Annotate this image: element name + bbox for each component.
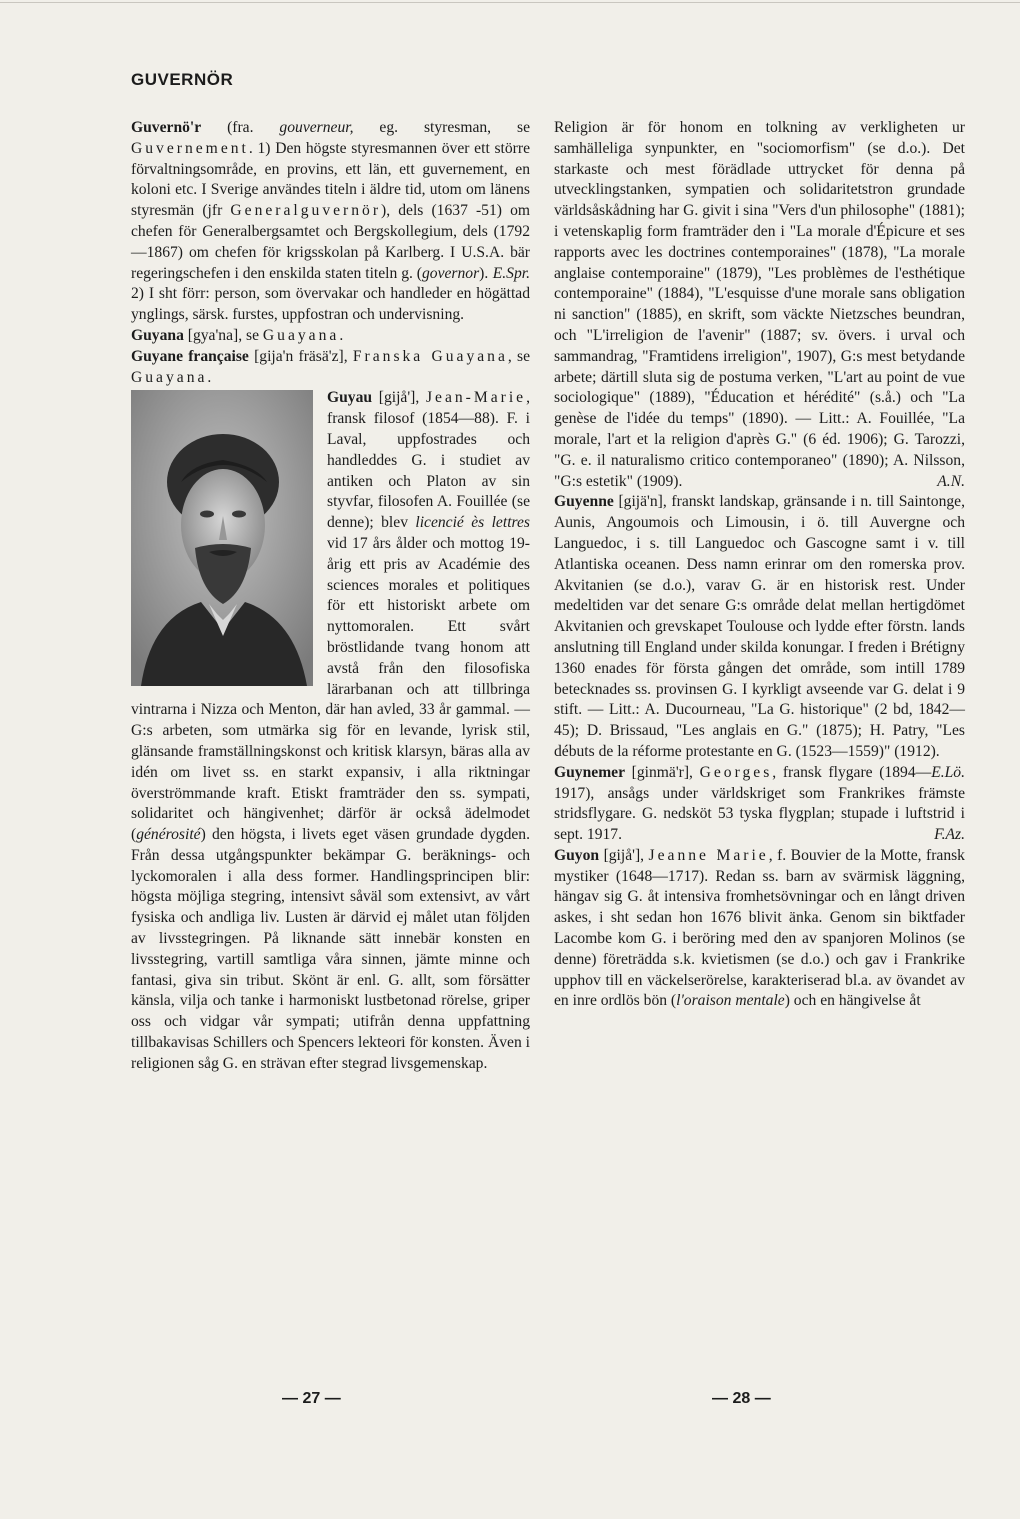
headword: Guyenne: [554, 493, 614, 511]
right-column: [554, 118, 965, 1012]
entry-guvernor: Guvernö'r (fra. gouverneur, eg. styresman, se Guvernement. 1) Den högste styresmannen över ett större förvaltningsområde, en provins, ett län, ett guvernement, en koloni etc. I Sverige användes titeln i äldre tid, utom om länens styresmän (jfr Generalguvernör), dels (1637 -51) om chefen för Generalbergsamtet och Bergskollegium, dels (1792—1867) om chefen för krigsskolan på Karlberg. I U.S.A. bär regeringschefen i den enskilda staten titeln g. (governor). E.Spr.: [131, 118, 530, 284]
author-signature: F.Az.: [934, 826, 965, 844]
entry-guyau: Guyau [gijå'], Jean-Marie, fransk filosof (1854—88). F. i Laval, uppfostrades och handleddes G. i studiet av antiken och Platon av sin styvfar, filosofen A. Fouillée (se denne); blev licencié ès lettres vid 17 års ålder och mottog 19-årig ett pris av Académie des sciences morales et politiques för ett historiskt arbete om nyttomoralen. Ett svårt bröstlidande tvang honom att avstå från den filosofiska lärarbanan och att tillbringa vintrarna i Nizza och Menton, där han avled, 33 år gammal. — G:s arbeten, som utmärka sig för en levande, lyrisk stil, glänsande framställningskonst och kritisk klarsyn, bäras alla av idén om livet ss. en starkt expansiv, i alla riktningar överströmmande kraft. Etiskt framträder den ss. sympati, solidaritet och hängivenhet; därför är också ädelmodet (générosité) den högsta, i livets eget väsen grundade dygden. Från dessa utgångspunkter bekämpar G. beräknings- och lyckomoralen i alla dess former. Handlingsprincipen blir: högsta möjliga stegring, intensivt såväl som extensivt, av vårt fysiska och andliga liv. Lusten är därvid ej målet utan följden av livsstegringen. På liknande sätt innebär konsten en livsstegring, vartill samtliga våra sinnen, jämte minne och fantasi, giva sin tribut. Skönt är enl. G. allt, som försätter känsla, vilja och tanke i harmoniskt lustbetonad rörelse, griper oss och vidgar vår sympati; utifrån denna uppfattning tillbakavisas Schillers och Spencers lekteori för konsten. Även i religionen såg G. en strävan efter stegrad livsgemenskap.: [131, 389, 530, 1072]
entry-guyana: Guyana [gya'na], se Guayana.: [131, 326, 344, 344]
entry-guyau-continued: Religion är för honom en tolkning av verkligheten ur samhälleliga synpunkter, en "sociomorfism" (se d.o.). Det starkaste och mest förädlade uttrycket för denna på utvecklingstanken, sympatien och solidaritetstron grundade världsåskådning har G. givit i sina "Vers d'un philosophe" (1881); i vetenskaplig form framträder den i "La morale d'Épicure et ses rapports avec les doctrines contemporaines" (1878), "La morale anglaise contemporaine" (1879), "Les problèmes de l'esthétique contemporaine" (1884), "L'esquisse d'une morale sans obligation ni sanction" (1885), en skrift, som väckte Nietzsches beundran, och "L'irreligion de l'avenir" (1887; sv. övers. i urval och sammandrag, "Framtidens irreligion", 1907), G:s mest betydande arbete; därtill sluta sig de postuma verken, "L'art au point de vue sociologique" (1889), "Éducation et hérédité" (s.å.) och "La genèse de l'idée du temps" (1890). — Litt.: A. Fouillée, "La morale, l'art et la religion d'après G." (6 éd. 1906); G. Tarozzi, "G. e. il naturalismo critico contemporaneo" (1890); A. Nilsson, "G:s estetik" (1909). A.N.: [554, 118, 965, 492]
portrait-illustration: [131, 390, 313, 686]
running-head: GUVERNÖR: [131, 70, 234, 89]
portrait-photo: [131, 390, 313, 686]
portrait-frame: [131, 390, 319, 692]
entry-guyon: Guyon [gijå'], Jeanne Marie, f. Bouvier de la Motte, fransk mystiker (1648—1717). Redan ss. barn av svärmisk läggning, hängav sig G. åt intensiva fromhetsövningar och en långt driven askes, i sht sedan hon 1676 blivit änka. Genom sin biktfader Lacombe kom G. i beröring med den av spanjoren Molinos (se denne) företrädda s.k. kvietismen (se d.o.) och gav i Frankrike upphov till en väckelserörelse, karakteriserad bl.a. av övandet av en inre ordlös bön (l'oraison mentale) och en hängivelse åt: [554, 846, 965, 1010]
entry-guvernor-sense-2: 2) I sht förr: person, som övervakar och handleder en högättad ynglings, särsk. furstes, uppfostran och undervisning.: [131, 285, 530, 324]
page-number-left: — 27 —: [282, 1390, 341, 1407]
top-rule: [0, 2, 1020, 3]
headword: Guvernö'r: [131, 119, 202, 136]
author-signature: A.N.: [937, 472, 965, 490]
headword: Guynemer: [554, 763, 626, 781]
entry-guyenne: Guyenne [gijä'n], franskt landskap, gränsande i n. till Saintonge, Aunis, Angoumois och Limousin, i ö. till Auvergne och Languedoc, i s. till Languedoc och Gascogne samt i v. till Atlantiska oceanen. Dess namn erinrar om den romerska prov. Akvitanien (se d.o.), varav G. är en historisk rest. Under medeltiden var det senare G:s område delat mellan hertigdömet Akvitanien och grevskapet Toulouse och lydde efter förstn. lands anslutning till England under skilda konungar. I freden i Brétigny 1360 enades för första gången det område, som intill 1789 betecknades ss. provinsen G. I kyrkligt avseende var G. delat i 9 stift. — Litt.: A. Ducourneau, "La G. historique" (2 bd, 1842—45); D. Brissaud, "Les anglais en G." (1875); H. Patry, "Les débuts de la réforme protestante en G. (1523—1559)" (1912). E.Lö.: [554, 492, 965, 762]
page-number-right: — 28 —: [712, 1390, 771, 1407]
author-signature: E.Spr.: [492, 264, 530, 282]
entry-guyane-francaise: Guyane française [gija'n fräsä'z], Franska Guayana, se Guayana.: [131, 347, 531, 386]
headword: Guyana: [131, 326, 184, 344]
headword: Guyon: [554, 846, 600, 864]
headword: Guyau: [327, 389, 373, 407]
entry-guynemer: Guynemer [ginmä'r], Georges, fransk flygare (1894—1917), ansågs under världskriget som Frankrikes främste stridsflygare. G. nedsköt 53 tyska flygplan; stupade i luftstrid i sept. 1917. F.Az.: [554, 763, 965, 846]
left-column: [131, 118, 530, 1075]
author-signature: E.Lö.: [931, 763, 965, 781]
headword: Guyane française: [131, 347, 249, 365]
